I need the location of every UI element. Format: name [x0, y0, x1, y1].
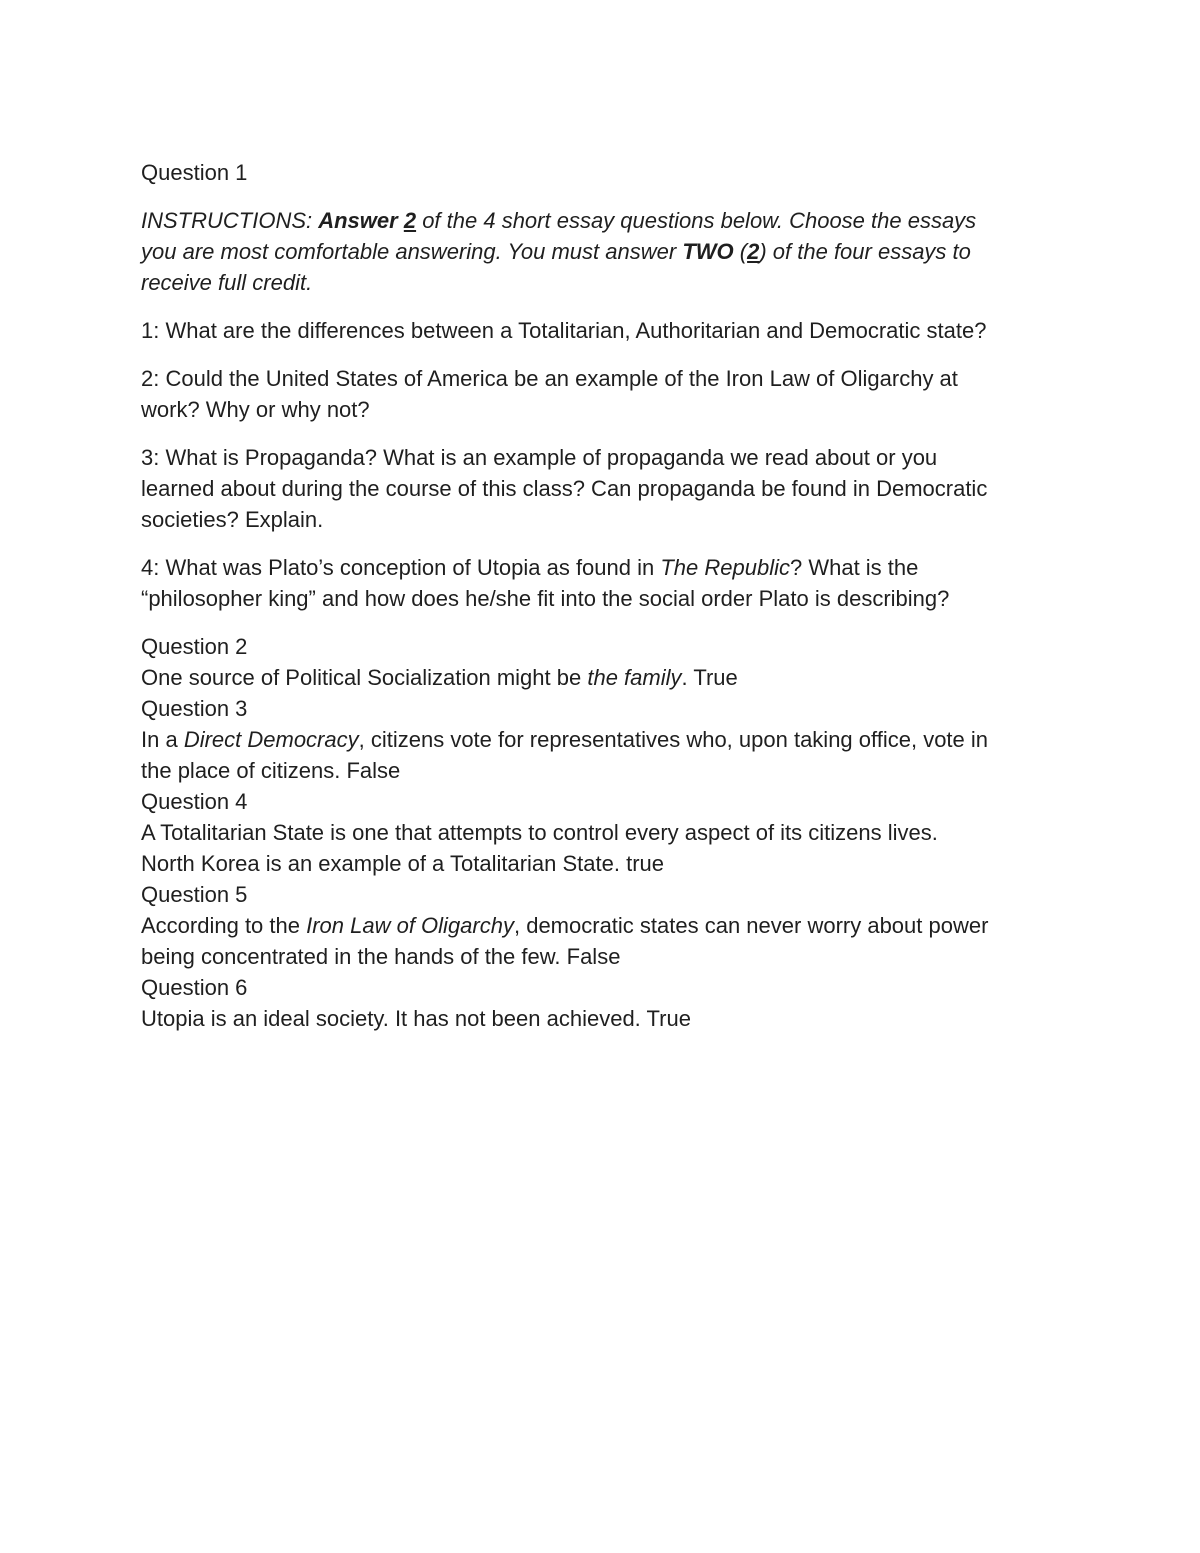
question-3-italic: Direct Democracy [183, 727, 359, 752]
instructions-line-2 [141, 236, 1061, 267]
essay-3 [141, 442, 1061, 535]
instructions-line-1-rest: of the 4 short essay questions below. Choose the essays [416, 208, 977, 233]
question-5-heading: Question 5 [141, 882, 248, 907]
instructions-line-2-b: ) of the four essays to [759, 239, 971, 264]
question-2-a: One source of Political Socialization might be [141, 665, 588, 690]
essay-3-line-3: societies? Explain. [141, 507, 324, 532]
question-3-heading: Question 3 [141, 696, 248, 721]
question-6-line-1: Utopia is an ideal society. It has not been achieved. True [141, 1006, 691, 1031]
question-1-heading-text: Question 1 [141, 160, 248, 185]
instructions-line-3: receive full credit. [141, 270, 313, 295]
true-false-section [141, 631, 1061, 1034]
answer-number: 2 [403, 208, 417, 233]
question-3-a: In a [141, 727, 184, 752]
essay-1-line-1: 1: What are the differences between a Totalitarian, Authoritarian and Democratic state? [141, 318, 987, 343]
essay-4-a: 4: What was Plato’s conception of Utopia as found in [141, 555, 661, 580]
essay-2-line-2: work? Why or why not? [141, 397, 370, 422]
essay-3-line-2: learned about during the course of this class? Can propaganda be found in Democratic [141, 476, 988, 501]
essay-4-line-1 [141, 552, 1061, 583]
question-6-heading: Question 6 [141, 975, 248, 1000]
question-4-line-1: A Totalitarian State is one that attempts to control every aspect of its citizens lives. [141, 820, 938, 845]
instructions-line-2-a: you are most comfortable answering. You must answer [141, 239, 683, 264]
essay-4 [141, 552, 1061, 614]
paren-open: ( [733, 239, 748, 264]
question-5-italic: Iron Law of Oligarchy [306, 913, 514, 938]
question-3-b: , citizens vote for representatives who, upon taking office, vote in [358, 727, 989, 752]
question-2-b: . True [681, 665, 738, 690]
two-number: 2 [747, 239, 760, 264]
question-1-heading [141, 157, 1061, 188]
essay-3-line-1: 3: What is Propaganda? What is an example of propaganda we read about or you [141, 445, 938, 470]
answer-word: Answer [318, 208, 404, 233]
essay-4-b: ? What is the [789, 555, 919, 580]
essay-1 [141, 315, 1061, 346]
two-word: TWO [682, 239, 734, 264]
question-2-heading: Question 2 [141, 634, 248, 659]
question-4-heading: Question 4 [141, 789, 248, 814]
essay-2-line-1: 2: Could the United States of America be an example of the Iron Law of Oligarchy at [141, 366, 958, 391]
essay-4-line-2: “philosopher king” and how does he/she fit into the social order Plato is describing? [141, 586, 950, 611]
question-2-text [141, 662, 1061, 693]
question-5-b: , democratic states can never worry about power [513, 913, 989, 938]
question-3-line-1 [141, 724, 1061, 755]
question-4-line-2: North Korea is an example of a Totalitarian State. true [141, 851, 664, 876]
essay-2 [141, 363, 1061, 425]
question-5-line-2: being concentrated in the hands of the few. False [141, 944, 621, 969]
question-3-line-2: the place of citizens. False [141, 758, 401, 783]
instructions-paragraph [141, 205, 1061, 298]
document-page [141, 157, 1061, 1034]
essay-4-title: The Republic [660, 555, 790, 580]
question-5-a: According to the [141, 913, 307, 938]
instructions-line-1 [141, 205, 1061, 236]
question-5-line-1 [141, 910, 1061, 941]
question-2-italic: the family [587, 665, 682, 690]
instructions-prefix: INSTRUCTIONS: [141, 208, 319, 233]
